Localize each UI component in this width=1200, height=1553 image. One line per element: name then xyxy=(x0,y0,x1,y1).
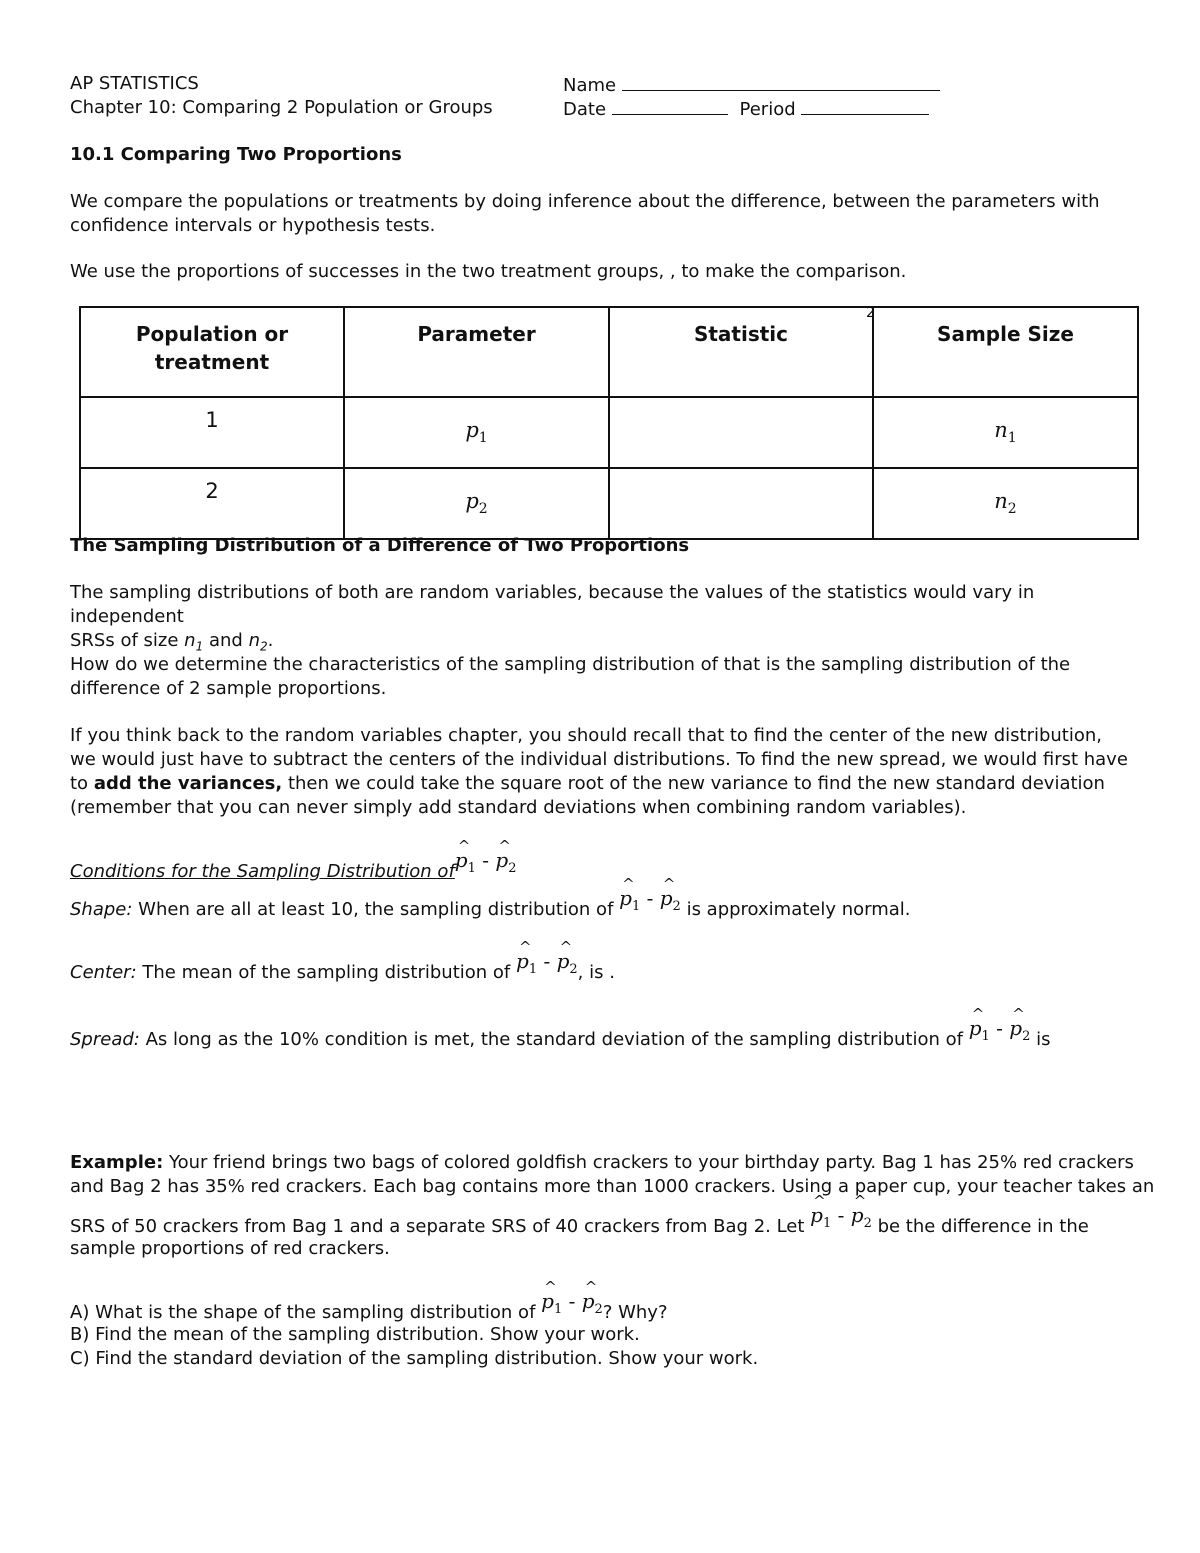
header-sample-size: Sample Size xyxy=(873,307,1138,397)
size-subscript: 1 xyxy=(1007,430,1017,447)
n2-subscript: 2 xyxy=(260,639,268,654)
date-blank xyxy=(612,96,728,115)
table-row xyxy=(80,468,1138,539)
example-line-1 xyxy=(70,1151,1134,1175)
shape-text: When are all at least 10, the sampling distribution of xyxy=(132,899,614,920)
center-text: The mean of the sampling distribution of xyxy=(136,962,511,983)
n1-symbol: n xyxy=(184,630,196,651)
spread-label: Spread: xyxy=(70,1029,140,1050)
question-a-text: What is the shape of the sampling distribution of xyxy=(95,1302,536,1323)
srs-text: SRSs of size xyxy=(70,630,179,651)
statistic-cell xyxy=(609,468,873,539)
parameter-cell xyxy=(344,397,609,468)
name-field xyxy=(563,72,940,98)
question-b-text: Find the mean of the sampling distribution. Show your work. xyxy=(95,1324,640,1345)
conditions-heading xyxy=(70,848,517,891)
example-text-3-end: be the difference in the xyxy=(877,1216,1089,1237)
period-blank xyxy=(801,96,929,115)
size-subscript: 2 xyxy=(1007,501,1017,518)
n1-subscript: 1 xyxy=(195,639,204,654)
shape-condition xyxy=(70,886,911,929)
phat-difference: ^ $p_1$ - ^ $p_2$ xyxy=(619,886,681,919)
parameter-cell xyxy=(344,468,609,539)
spread-text-end: is xyxy=(1036,1029,1051,1050)
spread-condition xyxy=(70,1016,1051,1059)
section-title-comparing-proportions: 10.1 Comparing Two Proportions xyxy=(70,144,402,165)
characteristics-paragraph: How do we determine the characteristics of the sampling distribution of that is the sampling distribution of the difference of 2 sample proportions. xyxy=(70,654,1071,699)
param-subscript: 1 xyxy=(478,430,488,447)
example-text-3: SRS of 50 crackers from Bag 1 and a separate SRS of 40 crackers from Bag 2. Let xyxy=(70,1216,805,1237)
n2-symbol: n xyxy=(248,630,260,651)
center-label: Center: xyxy=(70,962,137,983)
name-blank xyxy=(622,72,940,91)
header-parameter: Parameter xyxy=(344,307,609,397)
stray-mark: 2 xyxy=(866,305,875,321)
param-subscript: 2 xyxy=(478,501,488,518)
center-condition xyxy=(70,949,615,992)
header-statistic: Statistic xyxy=(609,307,873,397)
param-symbol: p xyxy=(465,418,479,442)
phat-difference: ^ $p_1$ - ^ $p_2$ xyxy=(810,1203,872,1236)
header-population: Population or treatment xyxy=(80,307,344,397)
random-variables-paragraph xyxy=(70,724,1130,820)
comparison-table xyxy=(79,306,1139,540)
section-title-sampling-distribution: The Sampling Distribution of a Difference of Two Proportions xyxy=(70,535,690,556)
and-text: and xyxy=(208,630,243,651)
add-variances-emphasis: add the variances, xyxy=(93,773,283,794)
table-row xyxy=(80,397,1138,468)
question-b-label: B) xyxy=(70,1324,90,1345)
rv-text-2: then we could take the square root of the new variance to find the new standard deviation (remember that you can never simply add standard deviations when combining random variables). xyxy=(70,773,1105,818)
example-line-4: sample proportions of red crackers. xyxy=(70,1238,390,1259)
param-symbol: p xyxy=(465,489,479,513)
group-cell: 2 xyxy=(80,468,344,539)
spread-text: As long as the 10% condition is met, the standard deviation of the sampling distribution of xyxy=(139,1029,963,1050)
phat-difference: ^ $p_1$ - ^ $p_2$ xyxy=(516,949,578,982)
question-a-label: A) xyxy=(70,1302,90,1323)
size-cell xyxy=(873,468,1138,539)
example-label: Example: xyxy=(70,1152,164,1173)
center-text-end: , is . xyxy=(577,962,615,983)
size-symbol: n xyxy=(994,418,1008,442)
sampling-paragraph: The sampling distributions of both are random variables, because the values of the statistics would vary in independent SRSs of size $n_1$ and $n_2$. xyxy=(70,582,1035,654)
date-period-field xyxy=(563,96,929,122)
period-label: Period xyxy=(739,99,796,120)
chapter-title: Chapter 10: Comparing 2 Population or Groups xyxy=(70,97,493,118)
size-cell xyxy=(873,397,1138,468)
question-c xyxy=(70,1347,758,1371)
phat-difference: ^ $p_1$ - ^ $p_2$ xyxy=(969,1016,1031,1049)
name-label: Name xyxy=(563,75,617,96)
shape-label: Shape: xyxy=(70,899,133,920)
proportions-paragraph: We use the proportions of successes in the two treatment groups, , to make the comparison. xyxy=(70,261,907,282)
intro-paragraph: We compare the populations or treatments by doing inference about the difference, between the parameters with confidence intervals or hypothesis tests. xyxy=(70,191,1100,236)
statistic-cell xyxy=(609,397,873,468)
conditions-title: Conditions for the Sampling Distribution of xyxy=(70,861,455,882)
date-label: Date xyxy=(563,99,607,120)
question-c-text: Find the standard deviation of the sampling distribution. Show your work. xyxy=(95,1348,759,1369)
phat-difference: ^ $p_1$ - ^ $p_2$ xyxy=(541,1289,603,1322)
question-b xyxy=(70,1323,640,1347)
rv-text-1: If you think back to the random variables chapter, you should recall that to find the center of the new distribution, we would just have to subtract the centers of the individual distributions. To find the new spread, we would first have to xyxy=(70,725,1128,794)
size-symbol: n xyxy=(994,489,1008,513)
table-header-row xyxy=(80,307,1138,397)
question-c-label: C) xyxy=(70,1348,90,1369)
question-a-end: ? Why? xyxy=(602,1302,668,1323)
phat-difference: ^ $p_1$ - ^ $p_2$ xyxy=(455,848,517,881)
sampling-text: The sampling distributions of both are random variables, because the values of the statistics would vary in independent xyxy=(70,582,1035,627)
course-title: AP STATISTICS xyxy=(70,73,199,94)
group-cell: 1 xyxy=(80,397,344,468)
shape-text-end: is approximately normal. xyxy=(686,899,911,920)
example-line-2: and Bag 2 has 35% red crackers. Each bag contains more than 1000 crackers. Using a paper cup, your teacher takes an xyxy=(70,1176,1155,1197)
example-text-1: Your friend brings two bags of colored goldfish crackers to your birthday party. Bag 1 has 25% red crackers xyxy=(163,1152,1134,1173)
